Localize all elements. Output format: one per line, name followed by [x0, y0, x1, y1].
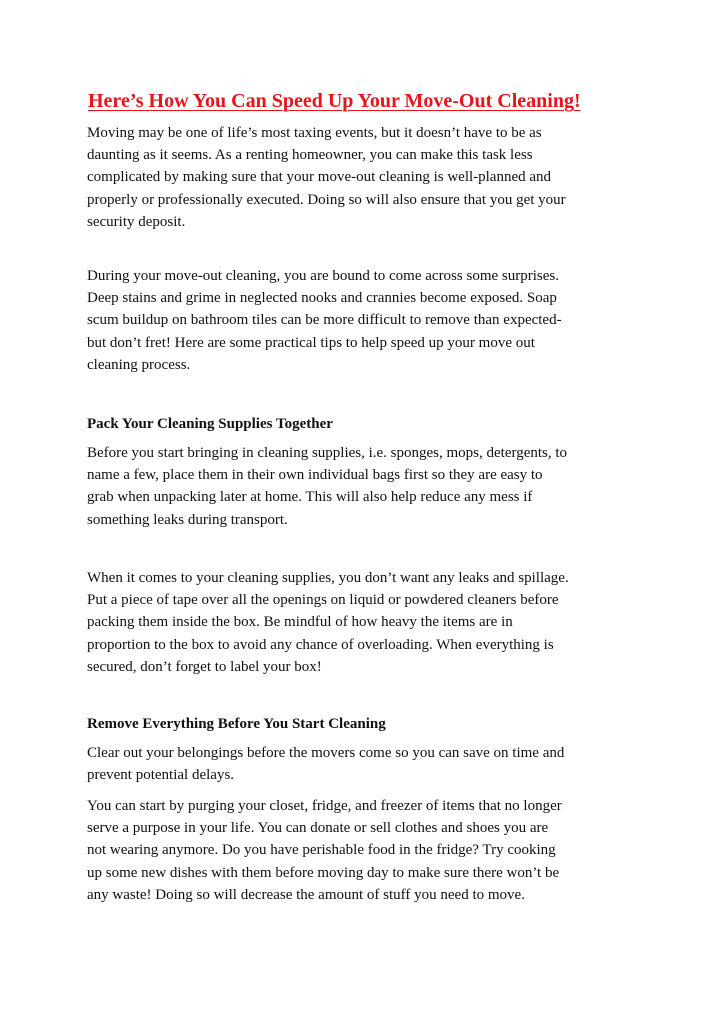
section-1-paragraph-2: [87, 567, 637, 678]
text-line: proportion to the box to avoid any chance of overloading. When everything is: [87, 636, 554, 653]
text-line: up some new dishes with them before moving day to make sure there won’t be: [87, 864, 560, 881]
text-line: secured, don’t forget to label your box!: [87, 658, 322, 675]
section-2-paragraph-2: [87, 795, 637, 906]
text-line: something leaks during transport.: [87, 511, 288, 528]
text-line: any waste! Doing so will decrease the amount of stuff you need to move.: [87, 886, 525, 903]
text-line: prevent potential delays.: [87, 767, 235, 784]
text-line: properly or professionally executed. Doing so will also ensure that you get your: [87, 191, 566, 208]
text-line: Moving may be one of life’s most taxing events, but it doesn’t have to be as: [87, 125, 542, 141]
text-line: Deep stains and grime in neglected nooks and crannies become exposed. Soap: [87, 290, 557, 307]
intro-paragraph-2: [87, 265, 637, 376]
section-heading-remove-everything: Remove Everything Before You Start Cleaning: [87, 716, 386, 732]
text-line: grab when unpacking later at home. This will also help reduce any mess if: [87, 489, 533, 506]
text-line: daunting as it seems. As a renting homeowner, you can make this task less: [87, 147, 533, 164]
text-line: You can start by purging your closet, fridge, and freezer of items that no longer: [87, 798, 562, 814]
intro-paragraph-1: [87, 122, 637, 233]
page-title: Here’s How You Can Speed Up Your Move-Out Cleaning!: [88, 90, 581, 112]
text-line: not wearing anymore. Do you have perishable food in the fridge? Try cooking: [87, 842, 556, 859]
text-line: During your move-out cleaning, you are bound to come across some surprises.: [87, 268, 559, 284]
section-1-paragraph-1: [87, 442, 637, 531]
text-line: Before you start bringing in cleaning supplies, i.e. sponges, mops, detergents, to: [87, 445, 568, 461]
text-line: Clear out your belongings before the movers come so you can save on time and: [87, 745, 565, 761]
text-line: but don’t fret! Here are some practical tips to help speed up your move out: [87, 334, 535, 351]
section-2-paragraph-1: [87, 742, 637, 786]
text-line: cleaning process.: [87, 356, 191, 373]
section-heading-pack-supplies: Pack Your Cleaning Supplies Together: [87, 416, 333, 432]
text-line: complicated by making sure that your move-out cleaning is well-planned and: [87, 169, 552, 186]
text-line: When it comes to your cleaning supplies, you don’t want any leaks and spillage.: [87, 570, 569, 586]
text-line: security deposit.: [87, 213, 186, 230]
text-line: packing them inside the box. Be mindful of how heavy the items are in: [87, 614, 513, 631]
text-line: scum buildup on bathroom tiles can be more difficult to remove than expected-: [87, 312, 562, 329]
text-line: serve a purpose in your life. You can donate or sell clothes and shoes you are: [87, 820, 549, 837]
text-line: Put a piece of tape over all the openings on liquid or powdered cleaners before: [87, 592, 559, 609]
text-line: name a few, place them in their own individual bags first so they are easy to: [87, 467, 543, 484]
